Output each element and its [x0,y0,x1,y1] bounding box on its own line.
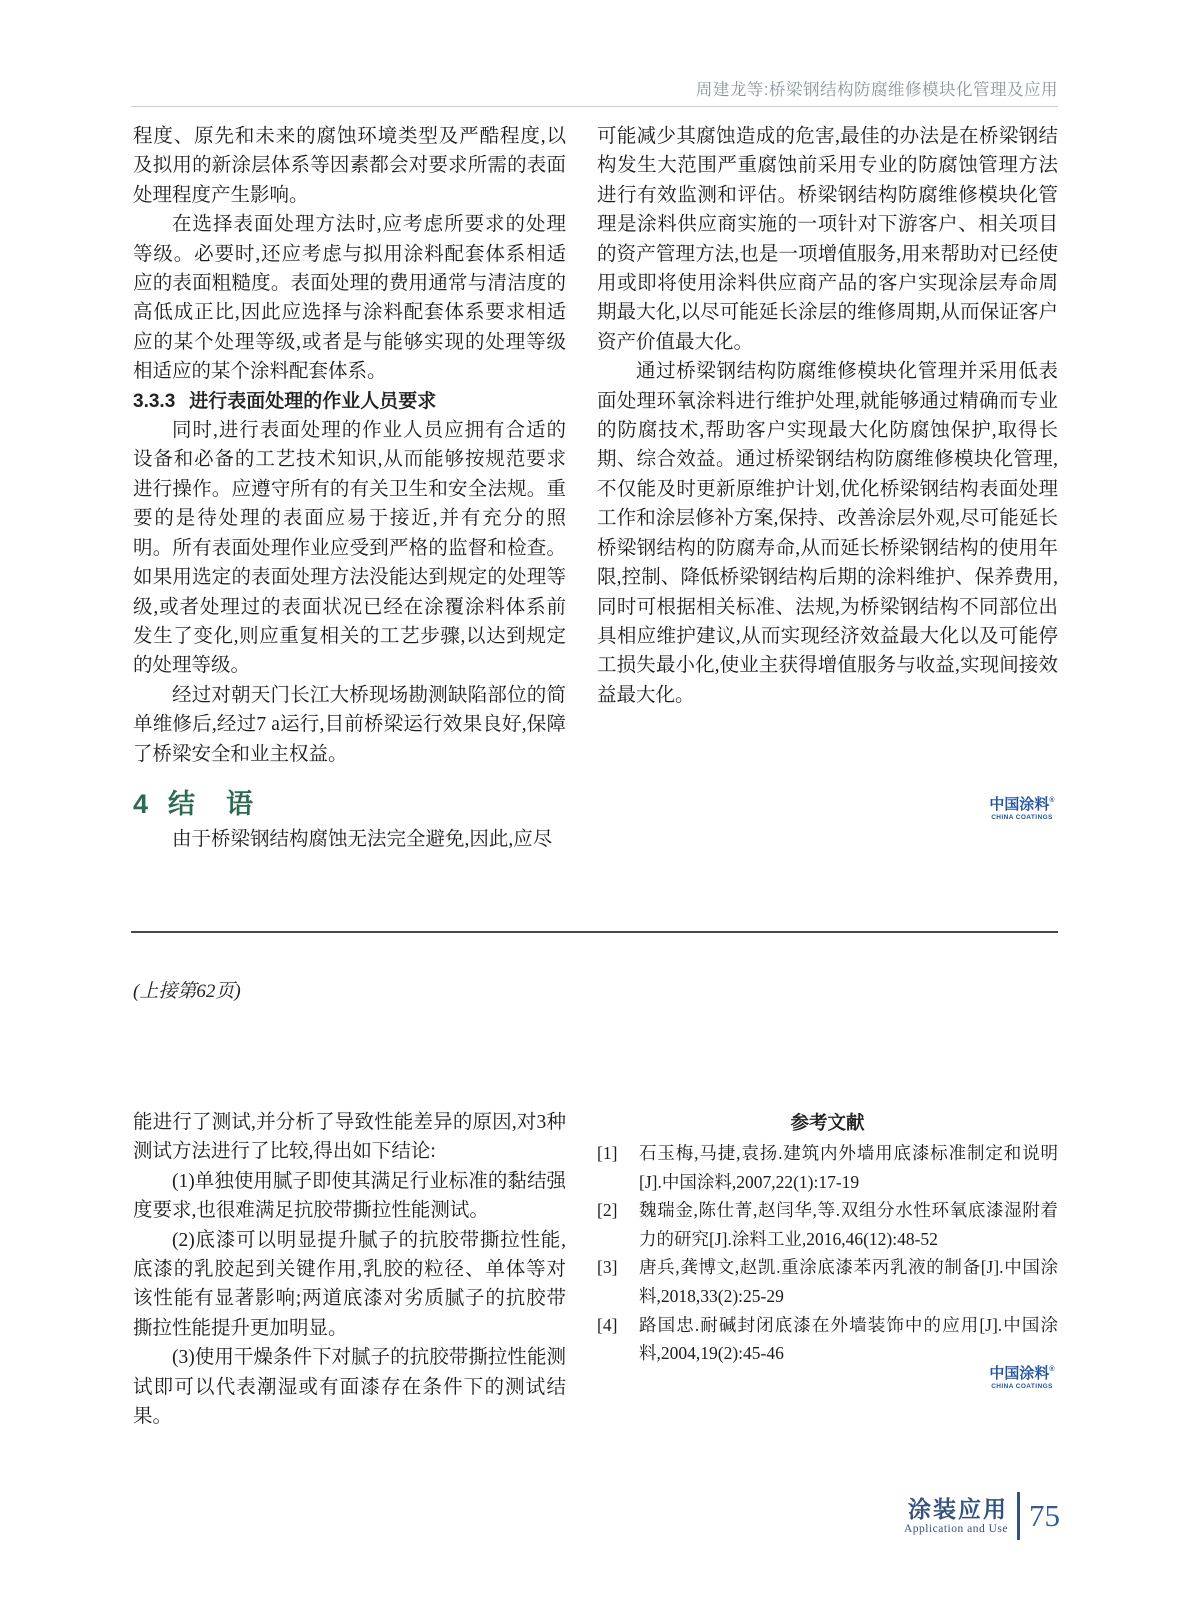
logo-en-text: CHINA COATINGS [991,1382,1053,1390]
section-title: 进行表面处理的作业人员要求 [189,390,437,412]
reference-text: 路国忠.耐碱封闭底漆在外墙装饰中的应用[J].中国涂料,2004,19(2):45-46 [639,1314,1058,1364]
paragraph: 程度、原先和未来的腐蚀环境类型及严酷程度,以及拟用的新涂层体系等因素都会对要求所需的表面处理程度产生影响。 [133,126,566,206]
footer-section-label-en: Application and Use [903,1523,1008,1535]
reference-item [597,1311,1058,1368]
footer-section-label-cn: 涂装应用 [908,1496,1008,1522]
paragraph: 经过对朝天门长江大桥现场勘测缺陷部位的简单维修后,经过7 a运行,目前桥梁运行效果良好,保障了桥梁安全和业主权益。 [133,684,566,765]
footer-section-labels [904,1496,1008,1536]
running-title: 周建龙等:桥梁钢结构防腐维修模块化管理及应用 [695,81,1058,99]
reference-number: [2] [597,1200,618,1221]
reference-text: 魏瑞金,陈仕菁,赵闫华,等.双组分水性环氧底漆湿附着力的研究[J].涂料工业,2016,46(12):48-52 [639,1200,1058,1249]
registered-mark: ® [1049,1366,1055,1373]
top-right-column [597,122,1058,710]
header-divider [131,106,1058,107]
china-coatings-logo [986,1366,1058,1390]
article-divider [131,931,1058,933]
footer-divider-bar [1017,1492,1020,1540]
footer-page-number: 75 [1029,1498,1060,1533]
top-left-column [133,122,566,854]
registered-mark: ® [1049,797,1055,804]
references-heading: 参考文献 [790,1112,865,1133]
paragraph: 能进行了测试,并分析了导致性能差异的原因,对3种测试方法进行了比较,得出如下结论: [133,1112,566,1163]
paragraph: 同时,进行表面处理的作业人员应拥有合适的设备和必备的工艺技术知识,从而能够按规范要求进行操作。应遵守所有的有关卫生和安全法规。重要的是待处理的表面应易于接近,并有充分的照明。所有表面处理作业应受到严格的监督和检查。如果用选定的表面处理方法没能达到规定的处理等级,或者处理过的表面状况已经在涂覆涂料体系前发生了变化,则应重复相关的工艺步骤,以达到规定的处理等级。 [133,420,566,677]
reference-item [597,1196,1058,1253]
reference-item [597,1139,1058,1196]
reference-number: [3] [597,1257,618,1278]
section-heading-3-3-3 [133,387,566,416]
paragraph: (2)底漆可以明显提升腻子的抗胶带撕拉性能,底漆的乳胶起到关键作用,乳胶的粒径、单体等对该性能有显著影响;两道底漆对劣质腻子的抗胶带撕拉性能提升更加明显。 [133,1229,566,1339]
continuation-note: (上接第62页) [133,981,241,1002]
paragraph: 可能减少其腐蚀造成的危害,最佳的办法是在桥梁钢结构发生大范围严重腐蚀前采用专业的防腐蚀管理方法进行有效监测和评估。桥梁钢结构防腐维修模块化管理是涂料供应商实施的一项针对下游客户、相关项目的资产管理方法,也是一项增值服务,用来帮助对已经使用或即将使用涂料供应商产品的客户实现涂层寿命周期最大化,以尽可能延长涂层的维修周期,从而保证客户资产价值最大化。 [597,126,1058,353]
reference-number: [4] [597,1314,618,1335]
section-number: 3.3.3 [133,390,176,412]
paragraph: 在选择表面处理方法时,应考虑所要求的处理等级。必要时,还应考虑与拟用涂料配套体系相适应的表面粗糙度。表面处理的费用通常与清洁度的高低成正比,因此应选择与涂料配套体系要求相适应的某个处理等级,或者是与能够实现的处理等级相适应的某个涂料配套体系。 [133,214,566,383]
paragraph: (3)使用干燥条件下对腻子的抗胶带撕拉性能测试即可以代表潮湿或有面漆存在条件下的测试结果。 [133,1347,566,1428]
paragraph: 通过桥梁钢结构防腐维修模块化管理并采用低表面处理环氧涂料进行维护处理,就能够通过精确而专业的防腐技术,帮助客户实现最大化防腐蚀保护,取得长期、综合效益。通过桥梁钢结构防腐维修模块化管理,不仅能及时更新原维护计划,优化桥梁钢结构表面处理工作和涂层修补方案,保持、改善涂层外观,尽可能延长桥梁钢结构的防腐寿命,从而延长桥梁钢结构的使用年限,控制、降低桥梁钢结构后期的涂料维护、保养费用,同时可根据相关标准、法规,为桥梁钢结构不同部位出具相应维护建议,从而实现经济效益最大化以及可能停工损失最小化,使业主获得增值服务与收益,实现间接效益最大化。 [597,361,1058,706]
logo-cn-text: 中国涂料® [989,1365,1055,1382]
bottom-left-column [133,1108,566,1431]
section-number: 4 [133,788,149,819]
reference-number: [1] [597,1143,618,1163]
page-footer [904,1492,1060,1540]
china-coatings-logo [986,797,1058,821]
logo-en-text: CHINA COATINGS [991,813,1053,821]
paragraph: 由于桥梁钢结构腐蚀无法完全避免,因此,应尽 [172,828,553,850]
reference-item [597,1253,1058,1310]
references-column [597,1108,1058,1368]
section-title: 结 语 [168,788,256,819]
reference-text: 石玉梅,马捷,袁扬.建筑内外墙用底漆标准制定和说明[J].中国涂料,2007,22(1):17-19 [639,1143,1058,1192]
section-heading-conclusion [133,787,566,821]
paragraph: (1)单独使用腻子即使其满足行业标准的黏结强度要求,也很难满足抗胶带撕拉性能测试。 [133,1170,566,1222]
reference-text: 唐兵,龚博文,赵凯.重涂底漆苯丙乳液的制备[J].中国涂料,2018,33(2):25-29 [639,1257,1058,1306]
logo-cn-text: 中国涂料® [989,796,1055,813]
